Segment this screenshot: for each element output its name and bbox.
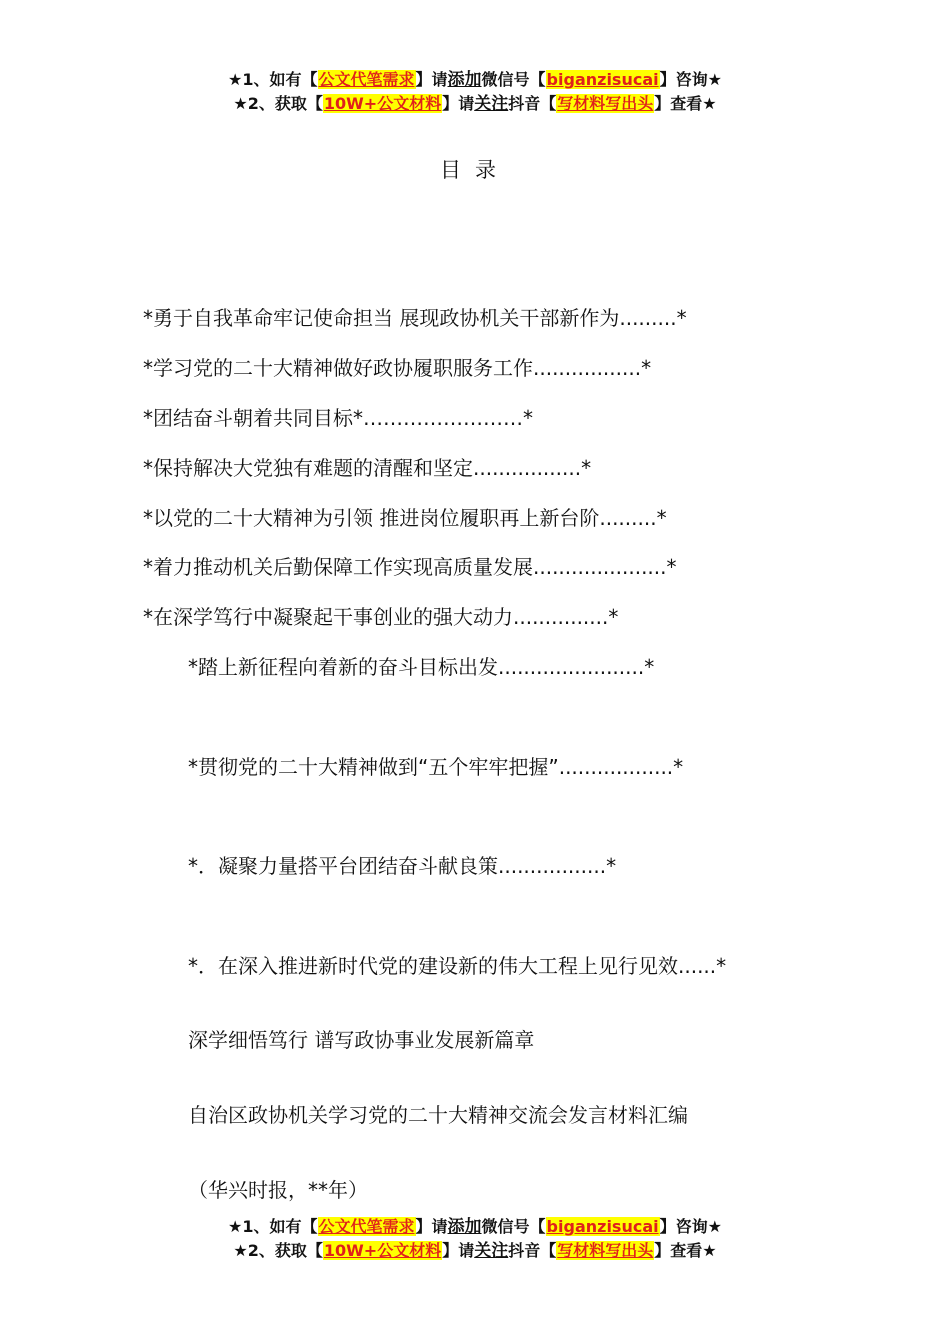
promo-banner-bottom bbox=[0, 1215, 950, 1263]
promo-text: ★2、获取【 bbox=[233, 1241, 323, 1260]
promo-highlight: 写材料写出头 bbox=[557, 1241, 654, 1260]
promo-highlight: 10W+公文材料 bbox=[323, 1241, 442, 1260]
promo-underline: 关注 bbox=[474, 94, 509, 114]
promo-text: 】请 bbox=[415, 1217, 448, 1236]
promo-text: ★1、如有【 bbox=[228, 1217, 318, 1236]
promo-text: 】请 bbox=[442, 94, 475, 113]
promo-text: ★2、获取【 bbox=[233, 94, 323, 113]
toc-item: *团结奋斗朝着共同目标*……………………* bbox=[143, 406, 533, 430]
toc-item: *着力推动机关后勤保障工作实现高质量发展.....................* bbox=[143, 555, 677, 579]
promo-text: 】请 bbox=[415, 70, 448, 89]
toc-item: *学习党的二十大精神做好政协履职服务工作.................* bbox=[143, 356, 652, 380]
toc-item: *在深学笃行中凝聚起干事创业的强大动力...............* bbox=[143, 605, 619, 629]
promo-text: ★1、如有【 bbox=[228, 70, 318, 89]
promo-line-1 bbox=[0, 1215, 950, 1239]
promo-text: 】查看★ bbox=[654, 1241, 717, 1260]
promo-banner-top bbox=[0, 68, 950, 116]
toc-item: *踏上新征程向着新的奋斗目标出发.......................* bbox=[188, 655, 655, 679]
toc-item: *．在深入推进新时代党的建设新的伟大工程上见行见效......* bbox=[188, 954, 727, 978]
section-heading: 深学细悟笃行 谱写政协事业发展新篇章 bbox=[188, 1028, 535, 1052]
promo-text: 抖音【 bbox=[508, 1241, 557, 1260]
promo-line-2 bbox=[0, 92, 950, 116]
promo-highlight: 公文代笔需求 bbox=[318, 1217, 415, 1236]
page-title: 目录 bbox=[440, 158, 510, 182]
promo-text: 微信号【 bbox=[481, 1217, 546, 1236]
promo-text: 】查看★ bbox=[654, 94, 717, 113]
promo-highlight: 公文代笔需求 bbox=[318, 70, 415, 89]
promo-text: 微信号【 bbox=[481, 70, 546, 89]
promo-underline: 添加 bbox=[447, 70, 482, 90]
promo-text: 】咨询★ bbox=[659, 70, 722, 89]
toc-item: *．凝聚力量搭平台团结奋斗献良策.................* bbox=[188, 854, 617, 878]
promo-highlight: biganzisucai bbox=[546, 70, 659, 89]
source-note: （华兴时报，**年） bbox=[188, 1178, 368, 1202]
promo-text: 抖音【 bbox=[508, 94, 557, 113]
promo-highlight: biganzisucai bbox=[546, 1217, 659, 1236]
toc-item: *以党的二十大精神为引领 推进岗位履职再上新台阶.........* bbox=[143, 506, 667, 530]
section-subheading: 自治区政协机关学习党的二十大精神交流会发言材料汇编 bbox=[188, 1103, 688, 1127]
promo-highlight: 10W+公文材料 bbox=[323, 94, 442, 113]
promo-text: 】请 bbox=[442, 1241, 475, 1260]
toc-item: *勇于自我革命牢记使命担当 展现政协机关干部新作为.........* bbox=[143, 306, 687, 330]
promo-line-2 bbox=[0, 1239, 950, 1263]
promo-line-1 bbox=[0, 68, 950, 92]
promo-highlight: 写材料写出头 bbox=[557, 94, 654, 113]
toc-item: *贯彻党的二十大精神做到“五个牢牢把握”..................* bbox=[188, 755, 684, 779]
promo-text: 】咨询★ bbox=[659, 1217, 722, 1236]
promo-underline: 关注 bbox=[474, 1241, 509, 1261]
toc-item: *保持解决大党独有难题的清醒和坚定.................* bbox=[143, 456, 592, 480]
promo-underline: 添加 bbox=[447, 1217, 482, 1237]
